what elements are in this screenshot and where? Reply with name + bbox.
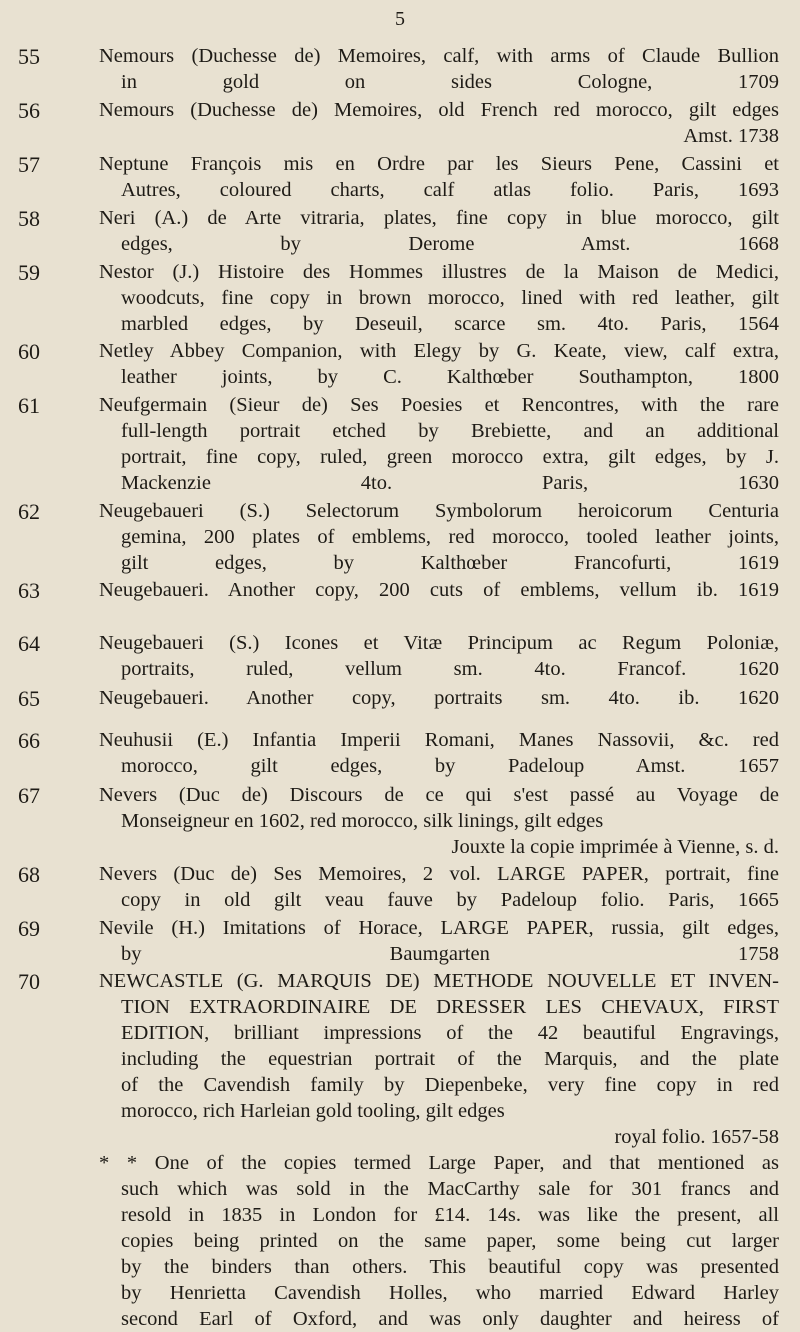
- lot-line: Neugebaueri. Another copy, portraits sm. 4to. ib. 1620: [99, 687, 779, 709]
- lot-line: full-length portrait etched by Brebiette, and an additional: [121, 420, 779, 442]
- lot-description: [99, 968, 779, 1332]
- lot-line: woodcuts, fine copy in brown morocco, lined with red leather, gilt: [121, 287, 779, 309]
- lot-number: 64: [18, 631, 40, 656]
- lot-description: [99, 338, 779, 390]
- page-number: 5: [395, 8, 405, 30]
- lot-line: gemina, 200 plates of emblems, red morocco, tooled leather joints,: [121, 526, 779, 548]
- lot-description: [99, 577, 779, 603]
- lot-line: Nemours (Duchesse de) Memoires, old French red morocco, gilt edges: [99, 99, 779, 121]
- lot-number: 62: [18, 499, 40, 524]
- lot-line: Nevers (Duc de) Ses Memoires, 2 vol. LARGE PAPER, portrait, fine: [99, 863, 779, 885]
- lot-line: morocco, gilt edges, by Padeloup Amst. 1657: [121, 755, 779, 777]
- lot-line: TION EXTRAORDINAIRE DE DRESSER LES CHEVAUX, FIRST: [121, 996, 779, 1018]
- lot-description: [99, 151, 779, 203]
- lot-number: 69: [18, 916, 40, 941]
- lot-line: Neugebaueri. Another copy, 200 cuts of emblems, vellum ib. 1619: [99, 579, 779, 601]
- lot-description: [99, 685, 779, 711]
- lot-description: [99, 43, 779, 95]
- lot-line: Nevile (H.) Imitations of Horace, LARGE PAPER, russia, gilt edges,: [99, 917, 779, 939]
- lot-line: marbled edges, by Deseuil, scarce sm. 4to. Paris, 1564: [121, 313, 779, 335]
- lot-description: [99, 915, 779, 967]
- note-line: copies being printed on the same paper, some being cut larger: [121, 1230, 779, 1252]
- lot-line: portraits, ruled, vellum sm. 4to. Francof. 1620: [121, 658, 779, 680]
- lot-number: 70: [18, 969, 40, 994]
- lot-number: 61: [18, 393, 40, 418]
- lot-line: Neri (A.) de Arte vitraria, plates, fine copy in blue morocco, gilt: [99, 207, 779, 229]
- lot-number: 63: [18, 578, 40, 603]
- note-line: by the binders than others. This beautiful copy was presented: [121, 1256, 779, 1278]
- note-line: such which was sold in the MacCarthy sale for 301 francs and: [121, 1178, 779, 1200]
- lot-description: [99, 259, 779, 337]
- lot-number: 66: [18, 728, 40, 753]
- lot-line: portrait, fine copy, ruled, green morocco extra, gilt edges, by J.: [121, 446, 779, 468]
- lot-line: Nevers (Duc de) Discours de ce qui s'est passé au Voyage de: [99, 784, 779, 806]
- note-line: by Henrietta Cavendish Holles, who married Edward Harley: [121, 1282, 779, 1304]
- lot-line: Mackenzie 4to. Paris, 1630: [121, 472, 779, 494]
- note-line: second Earl of Oxford, and was only daughter and heiress of: [121, 1308, 779, 1330]
- lot-line: royal folio. 1657-58: [614, 1126, 779, 1148]
- lot-number: 68: [18, 862, 40, 887]
- lot-line: NEWCASTLE (G. MARQUIS DE) METHODE NOUVELLE ET INVEN-: [99, 970, 779, 992]
- note-line: resold in 1835 in London for £14. 14s. was like the present, all: [121, 1204, 779, 1226]
- lot-description: [99, 782, 779, 860]
- lot-number: 60: [18, 339, 40, 364]
- lot-line: of the Cavendish family by Diepenbeke, very fine copy in red: [121, 1074, 779, 1096]
- lot-number: 55: [18, 44, 40, 69]
- lot-line: Monseigneur en 1602, red morocco, silk linings, gilt edges: [121, 810, 604, 832]
- lot-line: Neugebaueri (S.) Icones et Vitæ Principum ac Regum Poloniæ,: [99, 632, 779, 654]
- lot-line: gilt edges, by Kalthœber Francofurti, 1619: [121, 552, 779, 574]
- lot-line: Autres, coloured charts, calf atlas folio. Paris, 1693: [121, 179, 779, 201]
- lot-line: leather joints, by C. Kalthœber Southampton, 1800: [121, 366, 779, 388]
- lot-line: Amst. 1738: [683, 125, 779, 147]
- lot-line: Nemours (Duchesse de) Memoires, calf, with arms of Claude Bullion: [99, 45, 779, 67]
- lot-number: 58: [18, 206, 40, 231]
- lot-description: [99, 727, 779, 779]
- lot-line: morocco, rich Harleian gold tooling, gilt edges: [121, 1100, 505, 1122]
- lot-line: EDITION, brilliant impressions of the 42 beautiful Engravings,: [121, 1022, 779, 1044]
- lot-description: [99, 97, 779, 149]
- lot-line: Jouxte la copie imprimée à Vienne, s. d.: [451, 836, 779, 858]
- lot-line: Neufgermain (Sieur de) Ses Poesies et Rencontres, with the rare: [99, 394, 779, 416]
- lot-number: 59: [18, 260, 40, 285]
- lot-description: [99, 205, 779, 257]
- lot-number: 57: [18, 152, 40, 177]
- lot-line: in gold on sides Cologne, 1709: [121, 71, 779, 93]
- lot-description: [99, 392, 779, 496]
- lot-line: including the equestrian portrait of the Marquis, and the plate: [121, 1048, 779, 1070]
- lot-line: edges, by Derome Amst. 1668: [121, 233, 779, 255]
- lot-number: 65: [18, 686, 40, 711]
- note-line: * * One of the copies termed Large Paper, and that mentioned as: [99, 1152, 779, 1174]
- lot-number: 56: [18, 98, 40, 123]
- lot-description: [99, 630, 779, 682]
- lot-description: [99, 861, 779, 913]
- lot-line: Neuhusii (E.) Infantia Imperii Romani, Manes Nassovii, &c. red: [99, 729, 779, 751]
- lot-description: [99, 498, 779, 576]
- lot-line: by Baumgarten 1758: [121, 943, 779, 965]
- lot-line: Nestor (J.) Histoire des Hommes illustres de la Maison de Medici,: [99, 261, 779, 283]
- lot-line: Neugebaueri (S.) Selectorum Symbolorum heroicorum Centuria: [99, 500, 779, 522]
- lot-line: copy in old gilt veau fauve by Padeloup folio. Paris, 1665: [121, 889, 779, 911]
- lot-number: 67: [18, 783, 40, 808]
- lot-line: Netley Abbey Companion, with Elegy by G. Keate, view, calf extra,: [99, 340, 779, 362]
- lot-line: Neptune François mis en Ordre par les Sieurs Pene, Cassini et: [99, 153, 779, 175]
